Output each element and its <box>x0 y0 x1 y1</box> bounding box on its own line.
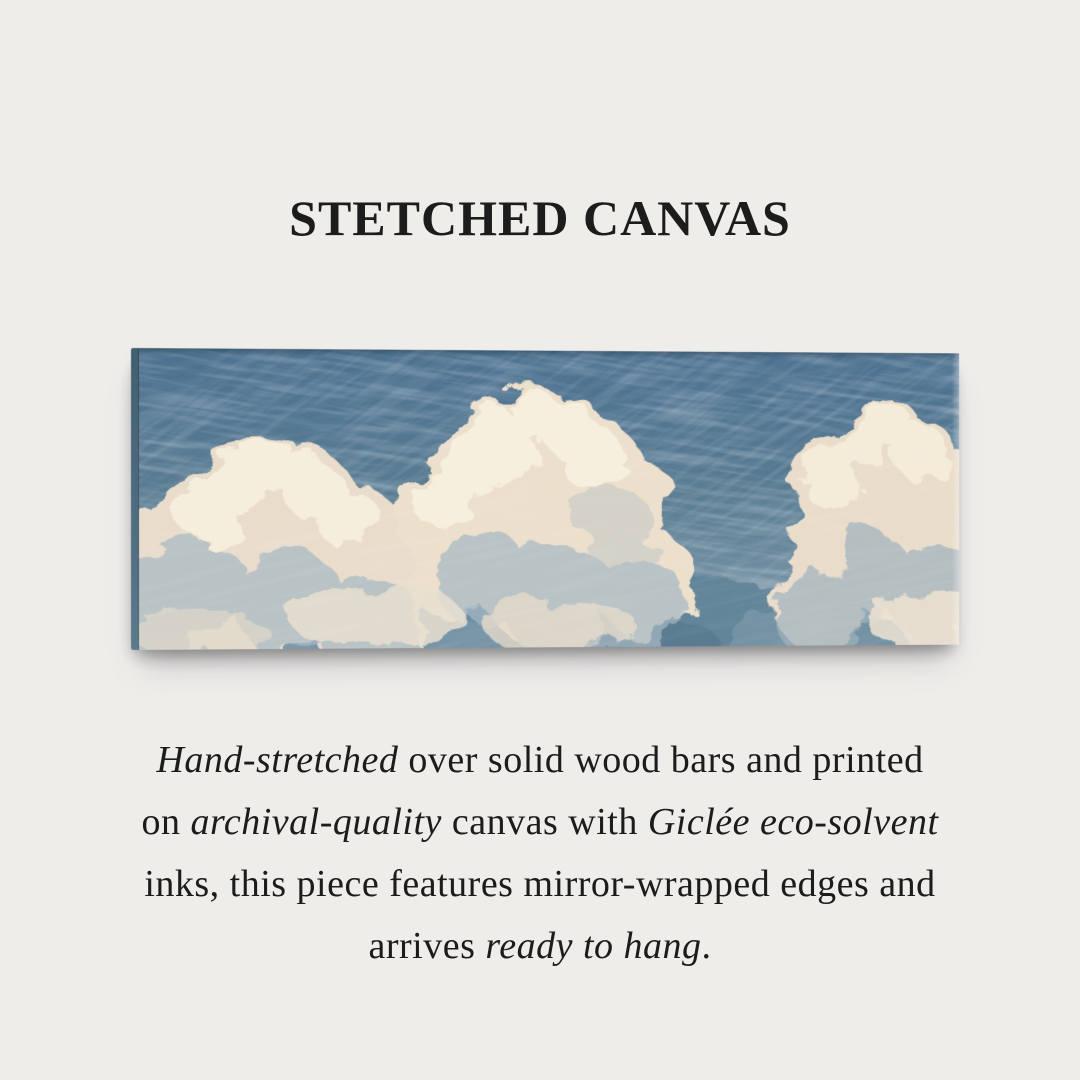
description-emphasis: Hand-stretched <box>156 739 399 781</box>
description-text: canvas with <box>441 801 648 843</box>
description-text: over solid wood bars and printed <box>398 739 924 781</box>
description-emphasis: archival-quality <box>190 801 442 843</box>
description-line <box>0 853 1080 915</box>
description-emphasis: Giclée eco-solvent <box>647 801 939 843</box>
description <box>0 729 1080 977</box>
description-text: inks, this piece features mirror-wrapped edges and <box>144 863 936 905</box>
cloud-painting-svg <box>139 348 959 650</box>
description-line <box>0 915 1080 977</box>
description-emphasis: ready to hang <box>485 925 702 967</box>
description-text: arrives <box>368 925 486 967</box>
page-title: STETCHED CANVAS <box>289 190 791 246</box>
canvas-side-edge <box>131 348 139 650</box>
description-text: . <box>701 925 712 967</box>
description-text: on <box>141 801 191 843</box>
description-line <box>0 729 1080 791</box>
canvas-mockup <box>131 348 959 650</box>
cloud-painting-artwork <box>139 348 959 650</box>
description-line <box>0 791 1080 853</box>
